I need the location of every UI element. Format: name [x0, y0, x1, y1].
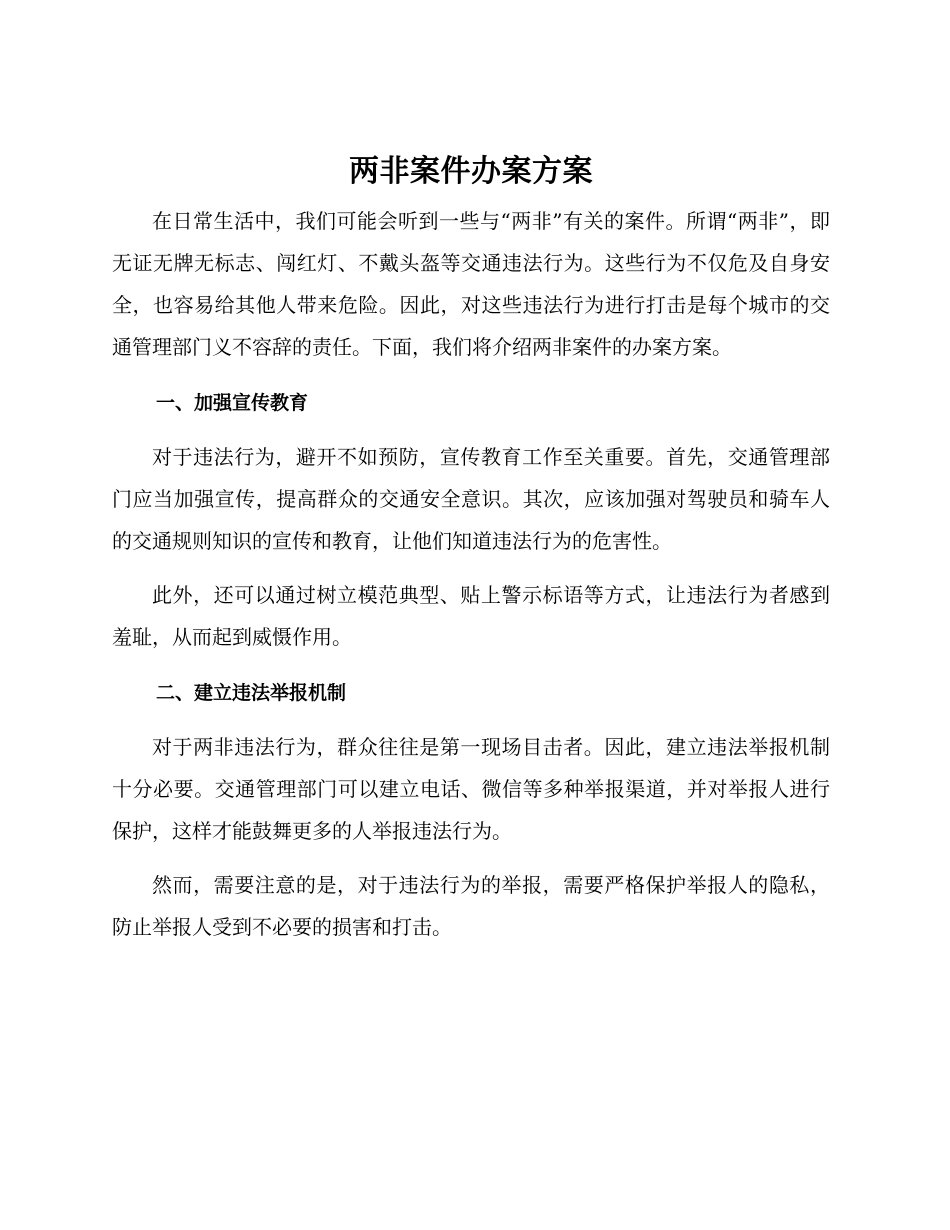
section-reporting-mechanism — [112, 672, 830, 948]
body-paragraph: 然而，需要注意的是，对于违法行为的举报，需要严格保护举报人的隐私，防止举报人受到不必要的损害和打击。 — [112, 873, 830, 939]
body-paragraph: 对于违法行为，避开不如预防，宣传教育工作至关重要。首先，交通管理部门应当加强宣传，提高群众的交通安全意识。其次，应该加强对驾驶员和骑车人的交通规则知识的宣传和教育，让他们知道违法行为的危害性。 — [112, 445, 830, 553]
section-publicity-education — [112, 382, 830, 658]
document-body — [112, 150, 830, 948]
body-paragraph: 对于两非违法行为，群众往往是第一现场目击者。因此，建立违法举报机制十分必要。交通管理部门可以建立电话、微信等多种举报渠道，并对举报人进行保护，这样才能鼓舞更多的人举报违法行为。 — [112, 735, 830, 843]
section-heading: 二、建立违法举报机制 — [156, 682, 347, 704]
intro-paragraph: 在日常生活中，我们可能会听到一些与“两非”有关的案件。所谓“两非”，即无证无牌无标志、闯红灯、不戴头盔等交通违法行为。这些行为不仅危及自身安全，也容易给其他人带来危险。因此，对这些违法行为进行打击是每个城市的交通管理部门义不容辞的责任。下面，我们将介绍两非案件的办案方案。 — [112, 209, 830, 359]
section-heading: 一、加强宣传教育 — [156, 392, 309, 414]
document-title: 两非案件办案方案 — [349, 154, 593, 189]
body-paragraph: 此外，还可以通过树立模范典型、贴上警示标语等方式，让违法行为者感到羞耻，从而起到威慑作用。 — [112, 583, 830, 649]
